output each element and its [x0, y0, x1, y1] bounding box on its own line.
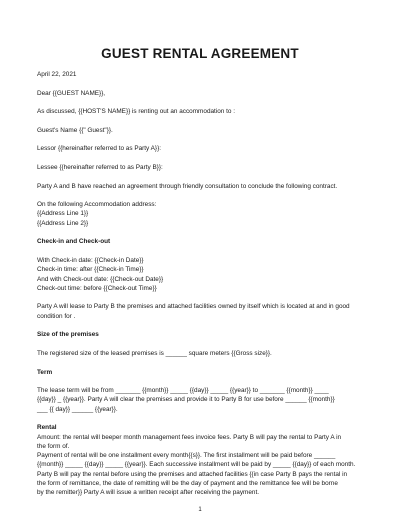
document-body — [37, 70, 370, 498]
lessor-line: Lessor {{hereinafter referred to as Party A}}: — [37, 145, 161, 153]
rental-line-1: Payment of rental will be one installment every month{{s}}. The first installment will be paid before ______ — [37, 452, 336, 460]
address-line-2: {{Address Line 2}} — [37, 219, 89, 227]
rental-line-4: the form of remittance, the date of remitting will be the day of payment and the remittance fee will be borne — [37, 480, 338, 488]
lease-paragraph: Party A will lease to Party B the premises and attached facilities owned by itself which is located at and in good condition for . — [37, 303, 350, 320]
address-line-1: {{Address Line 1}} — [37, 210, 89, 218]
term-line-2: {{day}} _ {{year}}. Party A will clear the premises and provide it to Party B for use before ______ {{month}} — [37, 396, 335, 404]
rental-line-3: Party B will pay the rental before using the premises and attached facilities {{in case Party B pays the rental in — [37, 470, 348, 478]
lessee-line: Lessee {{hereinafter referred to as Party B}}: — [37, 163, 163, 171]
rental-line-5: by the remitter}} Party A will issue a written receipt after receiving the payment. — [37, 489, 259, 497]
checkout-time-line: Check-out time: before {{Check-out Time}} — [37, 284, 157, 292]
rental-line-2: {{month}} _____ {{day}} _____ {{year}}. Each successive installment will be paid by _____ {{day}} of each month. — [37, 461, 356, 469]
rental-amount-line-2: the form of. — [37, 442, 70, 450]
term-line-1: The lease term will be from _______ {{month}} _____ {{day}} _____ {{year}} to _______ {{month}} ____ — [37, 387, 329, 395]
intro-line: As discussed, {{HOST'S NAME}} is renting out an accommodation to : — [37, 108, 236, 116]
address-intro: On the following Accommodation address: — [37, 201, 157, 209]
agreement-line: Party A and B have reached an agreement through friendly consultation to conclude the following contract. — [37, 182, 338, 190]
size-heading: Size of the premises — [37, 331, 99, 339]
date-line: April 22, 2021 — [37, 71, 77, 78]
page-number: 1 — [198, 507, 202, 513]
guest-name-line: Guest's Name {{" Guest"}}. — [37, 126, 113, 134]
document-title: GUEST RENTAL AGREEMENT — [101, 46, 299, 61]
checkin-time-line: Check-in time: after {{Check-in Time}} — [37, 266, 144, 274]
checkin-date-line: With Check-in date: {{Check-in Date}} — [37, 256, 144, 264]
greeting-line: Dear {{GUEST NAME}}, — [37, 89, 106, 97]
size-paragraph: The registered size of the leased premises is ______ square meters {{Gross size}}. — [37, 349, 272, 357]
term-line-3: ___ {{ day}} ______ {{year}}. — [37, 405, 118, 413]
term-heading: Term — [37, 368, 53, 376]
rental-heading: Rental — [37, 424, 57, 432]
rental-amount-line: Amount: the rental will beeper month management fees invoice fees. Party B will pay the rental to Party A in — [37, 433, 342, 441]
checkin-heading: Check-in and Check-out — [37, 238, 111, 246]
checkout-date-line: And with Check-out date: {{Check-out Date}} — [37, 275, 164, 283]
